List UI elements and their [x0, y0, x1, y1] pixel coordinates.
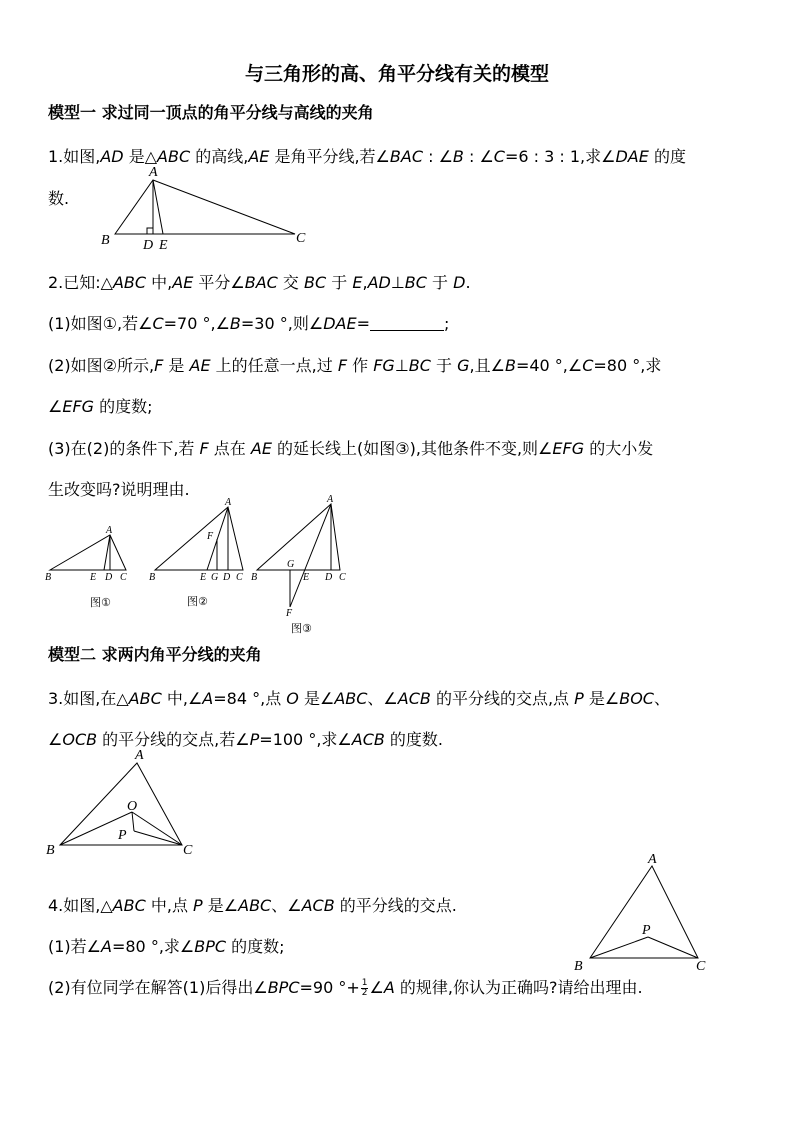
q3-line1: 3.如图,在△ABC 中,∠A=84 °,点 O 是∠ABC、∠ACB 的平分线的交点,点 P 是∠BOC、 — [48, 689, 670, 708]
label-a: A — [648, 852, 657, 867]
bisector-op — [132, 812, 134, 831]
label-b: B — [46, 843, 55, 858]
label-b: B — [45, 572, 52, 583]
label-e: E — [90, 572, 97, 583]
label-g: G — [287, 559, 295, 570]
triangle-abc — [155, 507, 243, 570]
fig3-caption: 图③ — [291, 622, 312, 635]
q4-sub2-post: ∠A 的规律,你认为正确吗?请给出理由. — [369, 978, 643, 997]
q2-sub1 — [48, 311, 449, 334]
model1-heading: 模型一 求过同一顶点的角平分线与高线的夹角 — [48, 103, 374, 122]
fig1-caption: 图① — [90, 596, 111, 609]
page-title: 与三角形的高、角平分线有关的模型 — [244, 63, 549, 85]
q2-sub1-text: (1)如图①,若∠C=70 °,∠B=30 °,则∠DAE= — [48, 314, 370, 333]
q2-figure-3 — [245, 492, 355, 637]
label-a: A — [327, 494, 334, 505]
label-b: B — [101, 233, 110, 248]
extended-ae — [290, 504, 331, 607]
q2-figure-2 — [145, 495, 250, 615]
q2-line1: 2.已知:△ABC 中,AE 平分∠BAC 交 BC 于 E,AD⊥BC 于 D. — [48, 273, 471, 292]
label-a: A — [149, 165, 158, 180]
label-b: B — [251, 572, 258, 583]
q4-figure — [570, 850, 720, 980]
label-e: E — [159, 238, 168, 253]
label-c: C — [696, 959, 706, 974]
q3-figure — [42, 745, 212, 860]
label-a: A — [135, 748, 144, 763]
q2-sub2-line2: ∠EFG 的度数; — [48, 397, 153, 416]
label-c: C — [296, 231, 306, 246]
triangle-abc — [50, 535, 126, 570]
triangle-abc — [590, 866, 698, 958]
fig2-caption: 图② — [187, 595, 208, 608]
q4-sub1: (1)若∠A=80 °,求∠BPC 的度数; — [48, 937, 285, 956]
q1-figure — [95, 165, 315, 258]
q4-sub2 — [48, 975, 643, 998]
label-p: P — [642, 923, 651, 938]
label-c: C — [183, 843, 193, 858]
label-d: D — [223, 572, 231, 583]
label-a: A — [225, 497, 232, 508]
q4-sub2-pre: (2)有位同学在解答(1)后得出∠BPC=90 °+ — [48, 978, 360, 997]
q2-sub3-line2: 生改变吗?说明理由. — [48, 480, 190, 499]
triangle-abc — [115, 180, 295, 234]
label-c: C — [120, 572, 127, 583]
label-d: D — [143, 238, 154, 253]
label-e: E — [303, 572, 310, 583]
answer-blank[interactable] — [370, 316, 444, 331]
label-b: B — [149, 572, 156, 583]
bisector-ae — [153, 180, 163, 234]
label-c: C — [236, 572, 243, 583]
right-angle-mark — [147, 228, 153, 234]
label-g: G — [211, 572, 219, 583]
bisector-co — [132, 812, 182, 845]
q3-line2: ∠OCB 的平分线的交点,若∠P=100 °,求∠ACB 的度数. — [48, 730, 444, 749]
bisector-cp — [134, 831, 182, 845]
bisector-bp — [590, 937, 648, 958]
q1-line2: 数. — [48, 189, 70, 208]
q2-sub2: (2)如图②所示,F 是 AE 上的任意一点,过 F 作 FG⊥BC 于 G,且∠B=40 °,∠C=80 °,求 — [48, 356, 662, 375]
label-e: E — [200, 572, 207, 583]
q1-line1: 1.如图,AD 是△ABC 的高线,AE 是角平分线,若∠BAC : ∠B : ∠C=6 : 3 : 1,求∠DAE 的度 — [48, 147, 686, 166]
label-c: C — [339, 572, 346, 583]
bisector-ae — [104, 535, 110, 570]
label-o: O — [127, 799, 138, 814]
model2-heading: 模型二 求两内角平分线的夹角 — [48, 645, 262, 664]
fraction-one-half: $\frac{1}{2}$ — [361, 978, 368, 998]
label-d: D — [325, 572, 333, 583]
label-b: B — [574, 959, 583, 974]
q2-figure-1 — [40, 520, 140, 615]
label-f: F — [207, 531, 214, 542]
q2-sub3: (3)在(2)的条件下,若 F 点在 AE 的延长线上(如图③),其他条件不变,则∠EFG 的大小发 — [48, 439, 654, 458]
q4-line1: 4.如图,△ABC 中,点 P 是∠ABC、∠ACB 的平分线的交点. — [48, 896, 457, 915]
label-f: F — [286, 608, 293, 619]
label-d: D — [105, 572, 113, 583]
label-a: A — [106, 525, 113, 536]
bisector-cp — [648, 937, 698, 958]
label-p: P — [118, 828, 127, 843]
q2-sub1-end: ; — [443, 314, 450, 333]
